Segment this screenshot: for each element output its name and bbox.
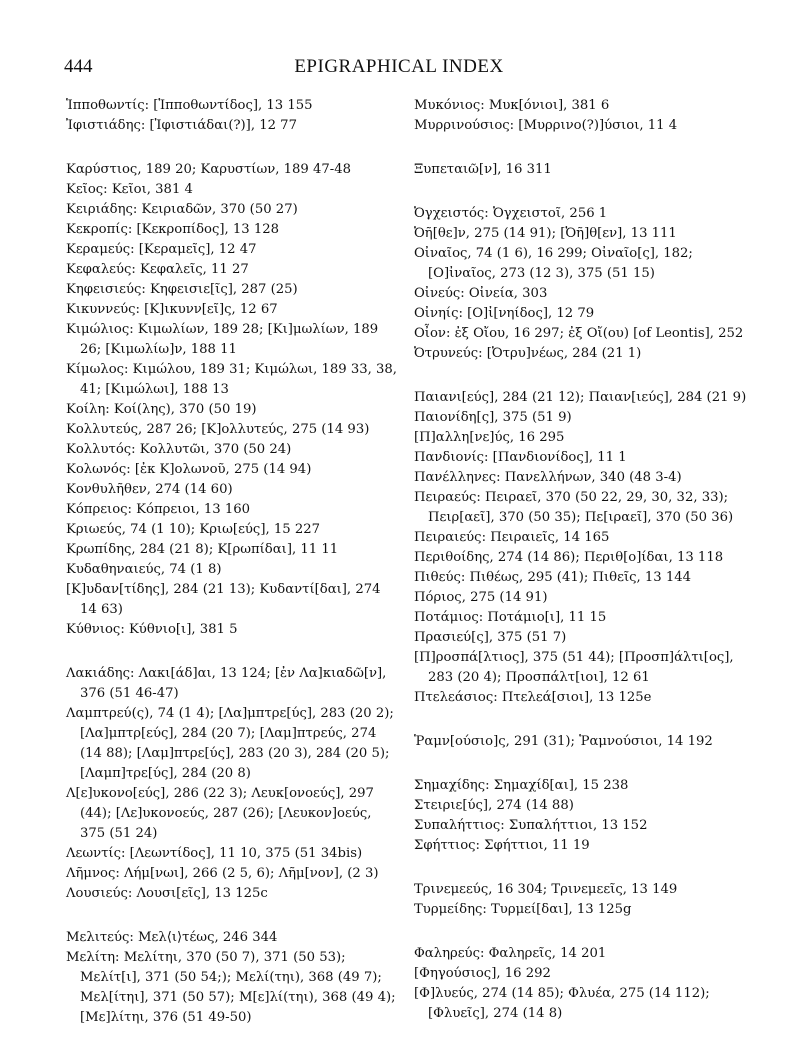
index-entry: Πειραεύς: Πειραεῖ, 370 (50 22, 29, 30, 32, 33); Πειρ[αεῖ], 370 (50 35); Πε[ιραεῖ], 370 (50 36)	[414, 490, 734, 525]
index-entry: Λ[ε]υκονο[εύς], 286 (22 3); Λευκ[ονοεύς], 297 (44); [Λε]υκονοεύς, 287 (26); [Λευκον]οεύς, 375 (51 24)	[66, 786, 374, 841]
index-entry: Λαμπτρεύ(ς), 74 (1 4); [Λα]μπτρε[ύς], 283 (20 2); [Λα]μπτρ[εύς], 284 (20 7); [Λαμ]πτρεύς, 274 (14 88); [Λαμ]πτρε[ύς], 283 (20 3), 284 (20 5); [Λαμπ]τρε[ύς], 284 (20 8)	[66, 706, 394, 781]
index-entry: Λακιάδης: Λακι[άδ]αι, 13 124; [ἐν Λα]κιαδῶ[ν], 376 (51 46-47)	[66, 666, 387, 701]
page-header	[64, 56, 734, 80]
index-group	[66, 160, 398, 640]
index-entry: Πτελεάσιος: Πτελεά[σιοι], 13 125e	[414, 690, 652, 705]
index-entry: Μελιτεύς: Μελ⟨ι⟩τέως, 246 344	[66, 930, 278, 945]
index-entry: [Φηγούσιος], 16 292	[414, 966, 551, 981]
index-entry: Σφήττιος: Σφήττιοι, 11 19	[414, 838, 590, 853]
left-column	[66, 96, 398, 1052]
index-entry: Οἰνεύς: Οἰνεία, 303	[414, 286, 548, 301]
index-entry: Μυκόνιος: Μυκ[όνιοι], 381 6	[414, 98, 610, 113]
index-entry: Ξυπεταιῶ[ν], 16 311	[414, 162, 552, 177]
index-entry: Πειραιεύς: Πειραιεῖς, 14 165	[414, 530, 610, 545]
index-entry: Κεφαλεύς: Κεφαλεῖς, 11 27	[66, 262, 249, 277]
index-entry: Παιανι[εύς], 284 (21 12); Παιαν[ιεύς], 284 (21 9)	[414, 390, 747, 405]
index-group	[66, 664, 398, 904]
index-entry: Κολλυτεύς, 287 26; [Κ]ολλυτεύς, 275 (14 93)	[66, 422, 370, 437]
index-group	[414, 732, 750, 752]
index-entry: Λουσιεύς: Λουσι[εῖς], 13 125c	[66, 886, 268, 901]
index-entry: Κίμωλος: Κιμώλου, 189 31; Κιμώλωι, 189 33, 38, 41; [Κιμώλωι], 188 13	[66, 362, 398, 397]
index-entry: [Φ]λυεύς, 274 (14 85); Φλυέα, 275 (14 112); [Φλυεῖς], 274 (14 8)	[414, 986, 710, 1021]
index-entry: Κονθυλῆθεν, 274 (14 60)	[66, 482, 233, 497]
index-entry: Κολωνός: [ἐκ Κ]ολωνοῦ, 275 (14 94)	[66, 462, 312, 477]
index-entry: Κυδαθηναιεύς, 74 (1 8)	[66, 562, 222, 577]
page-number: 444	[64, 56, 93, 77]
index-entry: Κεῖος: Κεῖοι, 381 4	[66, 182, 193, 197]
index-entry: Πρασιεύ[ς], 375 (51 7)	[414, 630, 567, 645]
index-group	[414, 880, 750, 920]
index-group	[66, 928, 398, 1028]
index-entry: Οἰναῖος, 74 (1 6), 16 299; Οἰναῖο[ς], 182; [Ο]ἰναῖος, 273 (12 3), 375 (51 15)	[414, 246, 693, 281]
index-entry: Λῆμνος: Λήμ[νωι], 266 (2 5, 6); Λῆμ[νον], (2 3)	[66, 866, 379, 881]
index-entry: Κολλυτός: Κολλυτῶι, 370 (50 24)	[66, 442, 292, 457]
index-entry: Τυρμείδης: Τυρμεί[δαι], 13 125g	[414, 902, 632, 917]
index-entry: [Π]αλλη[νε]ύς, 16 295	[414, 430, 565, 445]
index-group	[414, 160, 750, 180]
index-group	[414, 776, 750, 856]
index-entry: Πανέλληνες: Πανελλήνων, 340 (48 3-4)	[414, 470, 682, 485]
index-entry: [Π]ροσπά[λτιος], 375 (51 44); [Προσπ]άλτι[ος], 283 (20 4); Προσπάλτ[ιοι], 12 61	[414, 650, 734, 685]
index-entry: Μυρρινούσιος: [Μυρρινο(?)]ύσιοι, 11 4	[414, 118, 678, 133]
index-group	[414, 96, 750, 136]
index-entry: Κικυννεύς: [Κ]ικυνν[εῖ]ς, 12 67	[66, 302, 278, 317]
index-entry: Σημαχίδης: Σημαχίδ[αι], 15 238	[414, 778, 629, 793]
index-group	[414, 944, 750, 1024]
index-entry: Κηφεισιεύς: Κηφεισιε[ῖς], 287 (25)	[66, 282, 298, 297]
index-entry: Μελίτη: Μελίτηι, 370 (50 7), 371 (50 53); Μελίτ[ι], 371 (50 54;); Μελί(τηι), 368 (49 7); Μελ[ίτηι], 371 (50 57); Μ[ε]λί(τηι), 368 (49 4); [Με]λίτηι, 376 (51 49-50)	[66, 950, 396, 1025]
index-entry: Ὀγχειστός: Ὀγχειστοῖ, 256 1	[414, 206, 608, 221]
index-entry: Κοίλη: Κοί(λης), 370 (50 19)	[66, 402, 257, 417]
index-entry: Φαληρεύς: Φαληρεῖς, 14 201	[414, 946, 607, 961]
index-entry: Κριωεύς, 74 (1 10); Κριω[εύς], 15 227	[66, 522, 320, 537]
index-entry: Ὀτρυνεύς: [Ὀτρυ]νέως, 284 (21 1)	[414, 346, 642, 361]
index-entry: Πανδιονίς: [Πανδιονίδος], 11 1	[414, 450, 627, 465]
index-group	[414, 388, 750, 708]
index-entry: Παιονίδη[ς], 375 (51 9)	[414, 410, 572, 425]
index-entry: [Κ]υδαν[τίδης], 284 (21 13); Κυδαντί[δαι], 274 14 63)	[66, 582, 381, 617]
index-entry: Τρινεμεεύς, 16 304; Τρινεμεεῖς, 13 149	[414, 882, 678, 897]
index-entry: Κρωπίδης, 284 (21 8); Κ[ρωπίδαι], 11 11	[66, 542, 339, 557]
index-entry: Πόριος, 275 (14 91)	[414, 590, 548, 605]
index-entry: Συπαλήττιος: Συπαλήττιοι, 13 152	[414, 818, 648, 833]
index-entry: Οἰνηίς: [Ο]ἰ[νηίδος], 12 79	[414, 306, 595, 321]
index-entry: Ὀῆ[θε]ν, 275 (14 91); [Ὀῆ]θ[εν], 13 111	[414, 226, 677, 241]
index-entry: Ἰφιστιάδης: [Ἰφιστιάδαι(?)], 12 77	[66, 118, 297, 133]
index-entry: Ἱπποθωντίς: [Ἱπποθωντίδος], 13 155	[66, 98, 313, 113]
page-title: EPIGRAPHICAL INDEX	[294, 56, 504, 77]
index-entry: Στειριε[ύς], 274 (14 88)	[414, 798, 574, 813]
index-entry: Ῥαμν[ούσιο]ς, 291 (31); Ῥαμνούσιοι, 14 192	[414, 734, 713, 749]
index-entry: Κόπρειος: Κόπρειοι, 13 160	[66, 502, 251, 517]
index-entry: Κειριάδης: Κειριαδῶν, 370 (50 27)	[66, 202, 298, 217]
index-entry: Κεκροπίς: [Κεκροπίδος], 13 128	[66, 222, 280, 237]
index-entry: Κύθνιος: Κύθνιο[ι], 381 5	[66, 622, 238, 637]
index-entry: Κεραμεύς: [Κεραμεῖς], 12 47	[66, 242, 257, 257]
index-group	[66, 96, 398, 136]
right-column	[414, 96, 750, 1048]
index-entry: Οἶον: ἐξ Οἴου, 16 297; ἐξ Οἴ(ου) [of Leontis], 252	[414, 326, 744, 341]
index-entry: Κιμώλιος: Κιμωλίων, 189 28; [Κι]μωλίων, 189 26; [Κιμωλίω]ν, 188 11	[66, 322, 379, 357]
index-entry: Πιθεύς: Πιθέως, 295 (41); Πιθεῖς, 13 144	[414, 570, 692, 585]
index-entry: Περιθοίδης, 274 (14 86); Περιθ[ο]ίδαι, 13 118	[414, 550, 724, 565]
index-entry: Καρύστιος, 189 20; Καρυστίων, 189 47-48	[66, 162, 352, 177]
index-group	[414, 204, 750, 364]
index-entry: Λεωντίς: [Λεωντίδος], 11 10, 375 (51 34bis)	[66, 846, 363, 861]
index-entry: Ποτάμιος: Ποτάμιο[ι], 11 15	[414, 610, 607, 625]
